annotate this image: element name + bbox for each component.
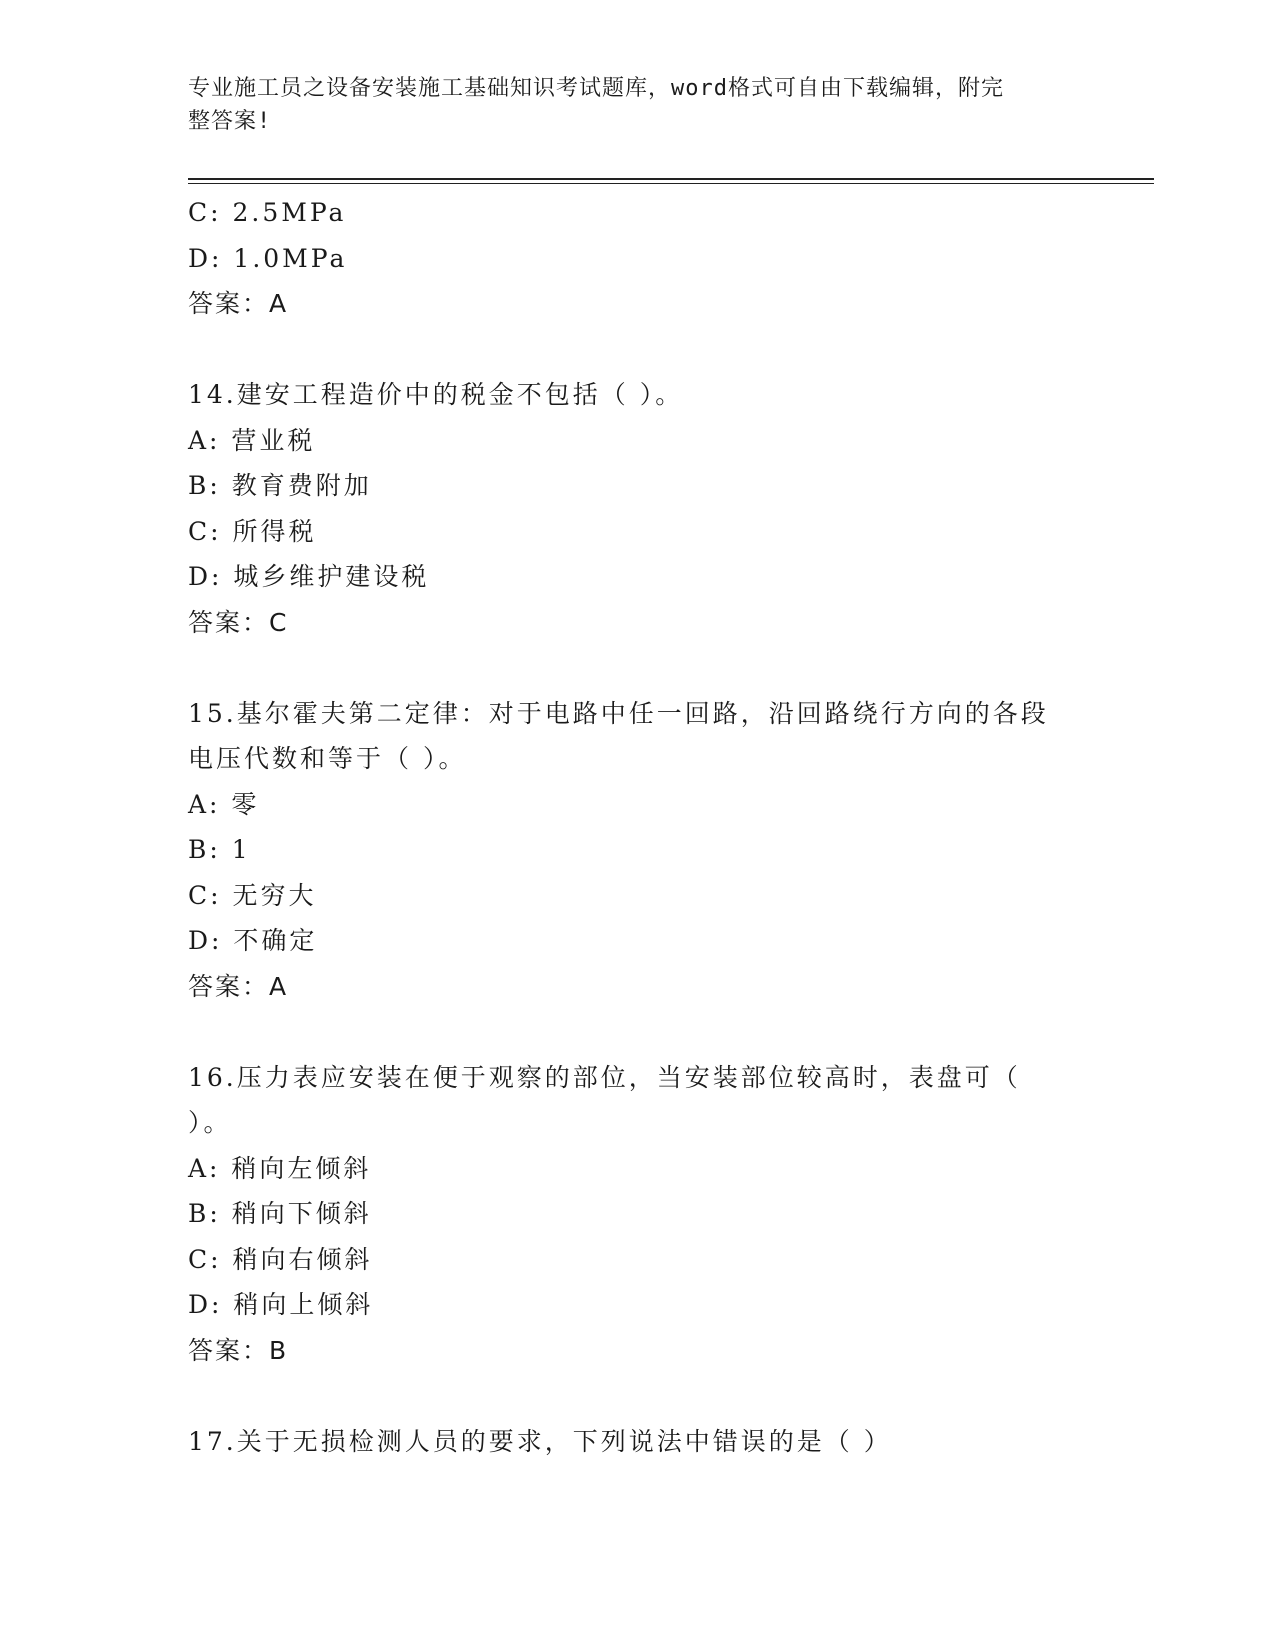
option-a: A: 营业税 [188, 425, 316, 455]
header-divider-thick [188, 178, 1154, 180]
question-stem-line-2: ）。 [188, 1108, 232, 1137]
answer: 答案：C [188, 607, 289, 637]
option-d: D: 不确定 [188, 926, 318, 955]
document-header [188, 72, 1068, 138]
document-body [188, 190, 1088, 1464]
header-line-2: 整答案! [188, 109, 272, 134]
question-17 [188, 1419, 1088, 1465]
option-c: C: 稍向右倾斜 [188, 1244, 373, 1274]
option-d: D: 城乡维护建设税 [188, 562, 430, 591]
question-stem-line-2: 电压代数和等于（ ）。 [188, 744, 467, 773]
answer: 答案：B [188, 1335, 289, 1365]
option-a: A: 零 [188, 789, 260, 819]
question-stem: 14.建安工程造价中的税金不包括（ ）。 [188, 380, 684, 409]
option-c: C: 2.5MPa [188, 198, 347, 227]
option-c: C: 无穷大 [188, 880, 317, 910]
question-16 [188, 1055, 1088, 1374]
option-b: B: 1 [188, 835, 251, 864]
header-divider-thin [188, 183, 1154, 184]
question-stem-line-1: 16.压力表应安装在便于观察的部位，当安装部位较高时，表盘可（ [188, 1062, 1021, 1092]
option-c: C: 所得税 [188, 516, 317, 546]
question-14 [188, 372, 1088, 645]
answer: 答案：A [188, 971, 289, 1001]
question-stem-line-1: 15.基尔霍夫第二定律：对于电路中任一回路，沿回路绕行方向的各段 [188, 698, 1049, 728]
question-stem: 17.关于无损检测人员的要求，下列说法中错误的是（ ） [188, 1426, 892, 1456]
option-b: B: 教育费附加 [188, 471, 372, 500]
option-a: A: 稍向左倾斜 [188, 1153, 372, 1183]
option-b: B: 稍向下倾斜 [188, 1199, 372, 1228]
header-line-1: 专业施工员之设备安装施工基础知识考试题库，word格式可自由下载编辑，附完 [188, 76, 1004, 101]
answer: 答案：A [188, 289, 289, 318]
question-15 [188, 691, 1088, 1010]
option-d: D: 1.0MPa [188, 243, 348, 273]
question-13 [188, 190, 1088, 327]
option-d: D: 稍向上倾斜 [188, 1290, 374, 1319]
